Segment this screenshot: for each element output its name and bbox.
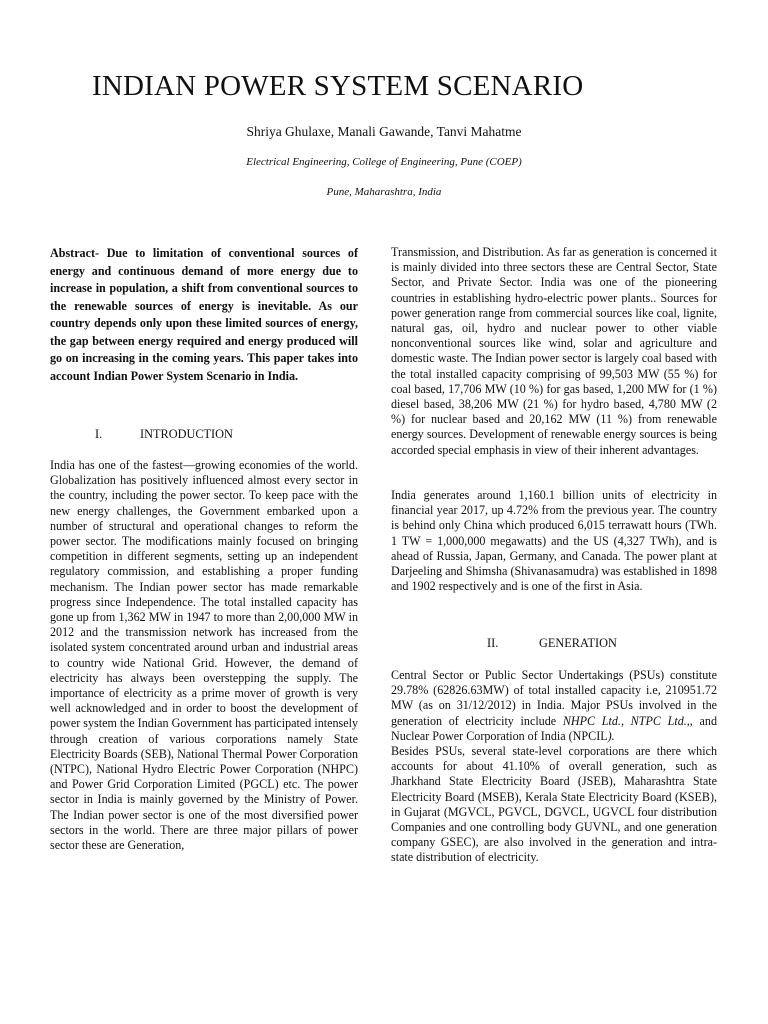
abstract-paragraph: Abstract- Due to limitation of conventional sources of energy and continuous demand of more energy due to increase in population, a shift from conventional sources to the renewable sources of energy is inevitable. As our country depends only upon these limited sources of energy, the gap between energy required and energy produced will go on increasing in the coming years. This paper takes into account Indian Power System Scenario in India.: [50, 246, 358, 383]
paragraph-text-italic: ).: [607, 728, 615, 743]
section-heading-introduction: [50, 427, 358, 442]
generation-paragraph-1: [391, 668, 717, 744]
generation-paragraph-2: Besides PSUs, several state-level corporations are there which accounts for about 41.10% of overall generation, such as Jharkhand State Electricity Board (JSEB), Maharashtra State Electricity Board (MSEB), Kerala State Electricity Board (KSEB), in Gujarat (MGVCL, PGVCL, DGVCL, UGVCL four distribution Companies and one controlling body GUVNL, and one generation company GSEC), are also involved in the generation and intra-state distribution of electricity.: [391, 744, 717, 865]
paper-title: INDIAN POWER SYSTEM SCENARIO: [92, 70, 584, 102]
paragraph-text-the: The: [471, 351, 493, 366]
paragraph-text: ,, and Nuclear Power Corporation of India (NPCIL: [391, 713, 717, 743]
paper-location: Pune, Maharashtra, India: [326, 186, 442, 198]
section-number: I.: [95, 427, 103, 441]
right-column-paragraph-2: India generates around 1,160.1 billion units of electricity in financial year 2017, up 4.72% from the previous year. The country is behind only China which produced 6,015 terrawatt hours (TWh. 1 TW = 1,000,000 megawatts) and the US (4,327 TWh), and is ahead of Russia, Japan, Germany, and Canada. The power plant at Darjeeling and Shimsha (Shivanasamudra) was established in 1898 and 1902 respectively and is one of the first in Asia.: [391, 488, 717, 594]
paper-affiliation: Electrical Engineering, College of Engineering, Pune (COEP): [246, 156, 522, 168]
paper-authors: Shriya Ghulaxe, Manali Gawande, Tanvi Mahatme: [246, 124, 522, 139]
introduction-paragraph: India has one of the fastest—growing economies of the world. Globalization has positively influenced almost every sector in the country, including the power sector. To keep pace with the new energy challenges, the Government embarked upon a number of structural and operational changes to reform the power sector. The modifications mainly focused on bringing competition in different segments, setting up an independent regulatory commission, and establishing a proper funding mechanism. The Indian power sector has made remarkable progress since Independence. The total installed capacity has gone up from 1,362 MW in 1947 to more than 2,00,000 MW in 2012 and the transmission network has increased from the isolated system concentrated around urban and industrial areas to country wide National Grid. However, the demand of electricity has always been overstepping the supply. The importance of electricity as a prime mover of growth is very well acknowledged and in order to boost the development of power system the Indian Government has participated intensely through creation of various corporations namely State Electricity Boards (SEB), National Thermal Power Corporation (NTPC), National Hydro Electric Power Corporation (NHPC) and Power Grid Corporation Limited (PGCL) etc. The power sector in India is mainly governed by the Ministry of Power. The Indian power sector is one of the most diversified power sectors in the world. There are three major pillars of power sector these are Generation,: [50, 458, 358, 853]
paragraph-text: Central Sector or Public Sector Undertakings (PSUs) constitute 29.78% (62826.63MW) of total installed capacity i.e, 210951.72 MW (as on 31/12/2012) in India. Major PSUs involved in the generation of electricity include: [391, 668, 717, 728]
section-title: INTRODUCTION: [140, 427, 233, 441]
section-heading-generation: [391, 636, 717, 651]
section-number: II.: [487, 636, 499, 650]
right-column-paragraph-1: [391, 245, 717, 458]
paragraph-text: Indian power sector is largely coal based with the total installed capacity comprising of 99,503 MW (55 %) for coal based, 17,706 MW (10 %) for gas based, 1,200 MW for (1 %) diesel based, 38,206 MW (21 %) for hydro based, 4,780 MW (2 %) for nuclear based and 20,162 MW (11 %) from renewable energy sources. Development of renewable energy sources is being accorded special emphasis in view of their inherent advantages.: [391, 351, 717, 457]
paragraph-text: Transmission, and Distribution. As far as generation is concerned it is mainly divided into three sectors these are Central Sector, State Sector, and Private Sector. India was one of the pioneering countries in establishing hydro-electric power plants.. Sources for power generation range from commercial sources like coal, lignite, natural gas, oil, hydro and nuclear power to other viable nonconventional sources like wind, solar and agriculture and domestic waste.: [391, 245, 717, 366]
section-title: GENERATION: [539, 636, 617, 650]
generation-body: [391, 668, 717, 866]
paragraph-text-italic: NHPC Ltd., NTPC Ltd.: [562, 713, 687, 728]
